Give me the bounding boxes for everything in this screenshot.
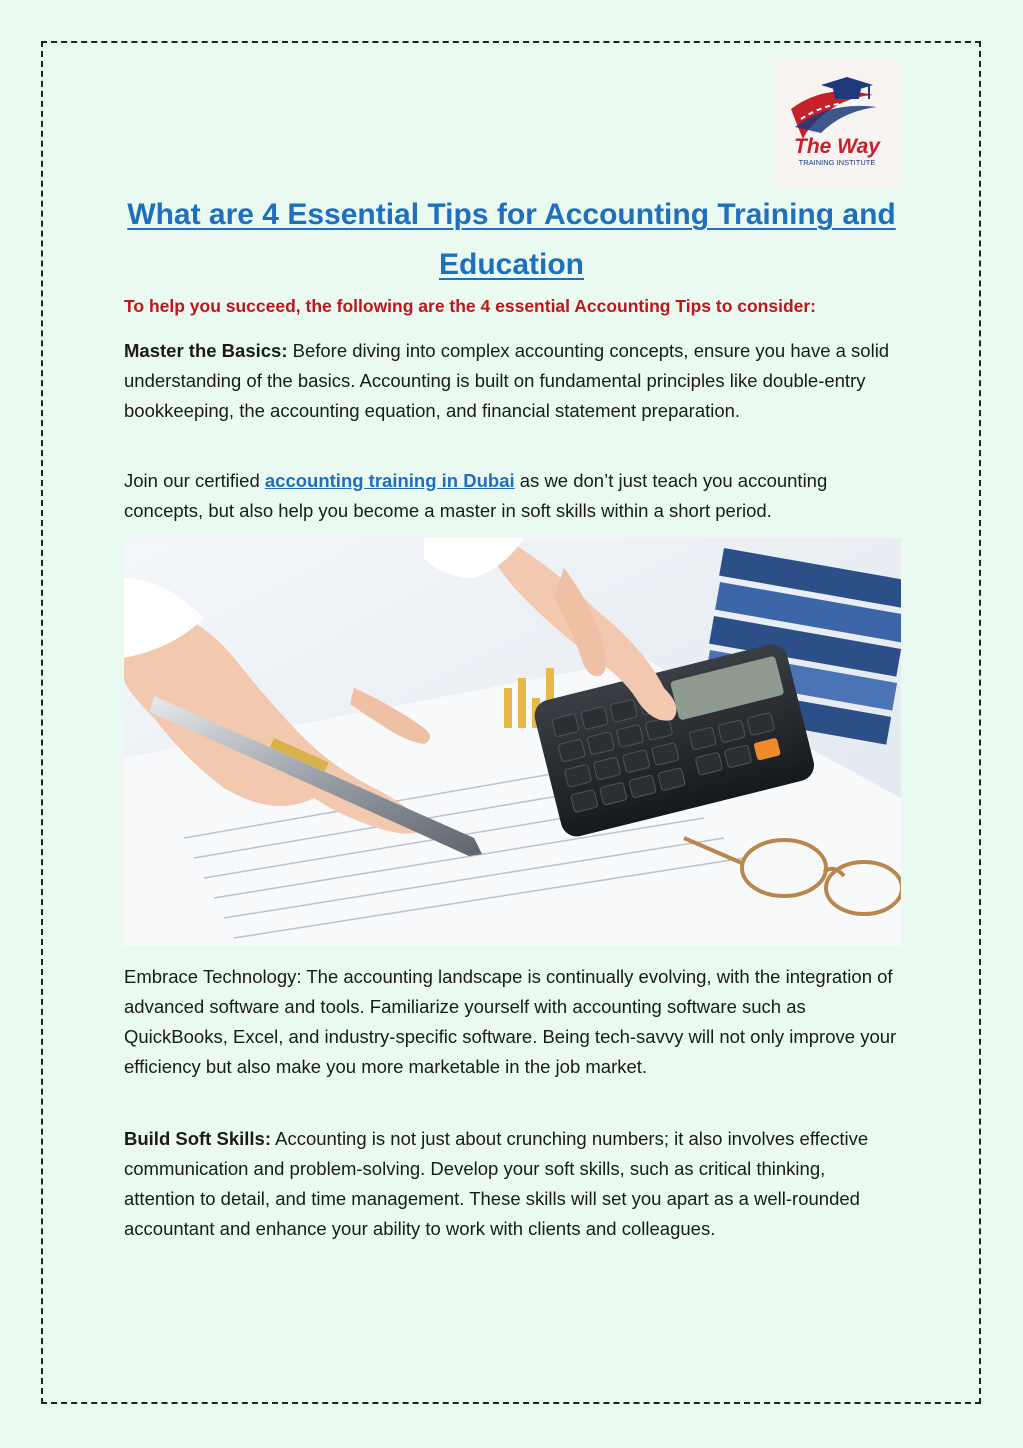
intro-text: To help you succeed, the following are the 4 essential Accounting Tips to consider: <box>124 296 817 316</box>
join-paragraph <box>124 466 899 526</box>
accounting-illustration <box>124 538 901 946</box>
page-title[interactable]: What are 4 Essential Tips for Accounting Training and Education <box>127 198 896 281</box>
logo-graphic <box>773 59 901 187</box>
accounting-photo <box>124 538 901 946</box>
join-text-after: as we don’t just teach you accounting concepts, but also help you become a master in soft skills within a short period. <box>124 470 828 521</box>
tip-master-basics <box>124 336 899 426</box>
tip-build-soft-skills <box>124 1124 899 1244</box>
svg-text:TRAINING INSTITUTE: TRAINING INSTITUTE <box>798 158 876 167</box>
logo <box>773 59 901 187</box>
svg-text:The Way: The Way <box>794 135 880 158</box>
tip-body: Accounting is not just about crunching numbers; it also involves effective communication and problem-solving. Develop your soft skills, such as critical thinking, attention to detail, and time management. These skills will set you apart as a well-rounded accountant and enhance your ability to work with clients and colleagues. <box>124 1128 869 1239</box>
join-text-before: Join our certified <box>124 470 265 491</box>
tip-heading: Build Soft Skills: <box>124 1128 271 1149</box>
tip-heading: Master the Basics: <box>124 340 288 361</box>
tip-body: Before diving into complex accounting concepts, ensure you have a solid understanding of the basics. Accounting is built on fundamental principles like double-entry bookkeeping, the accounting equation, and financial statement preparation. <box>124 340 890 421</box>
accounting-training-link[interactable]: accounting training in Dubai <box>264 470 515 491</box>
tip-embrace-technology: Embrace Technology: The accounting landscape is continually evolving, with the integration of advanced software and tools. Familiarize yourself with accounting software such as QuickBooks, Excel, and industry-specific software. Being tech-savvy will not only improve your efficiency but also make you more marketable in the job market. <box>124 966 897 1077</box>
